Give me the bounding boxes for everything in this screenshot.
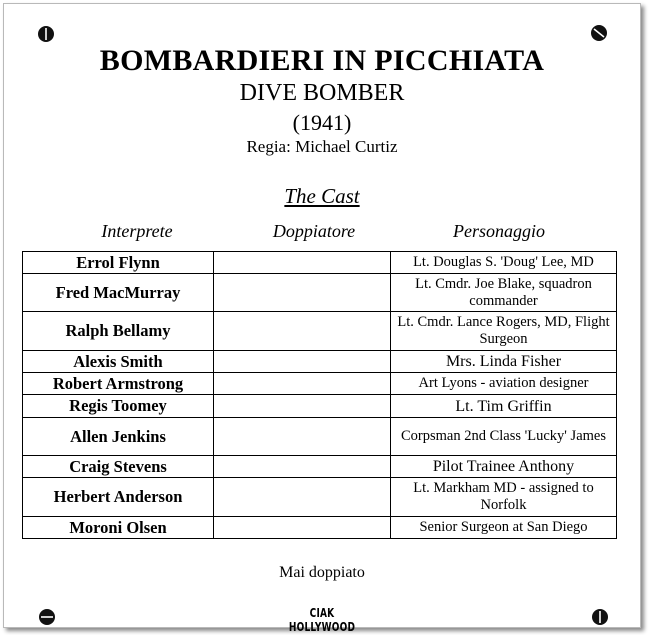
table-row: [23, 351, 617, 373]
actor-cell: Fred MacMurray: [23, 274, 214, 312]
character-cell: Lt. Douglas S. 'Doug' Lee, MD: [391, 252, 617, 274]
plaque: [3, 3, 641, 635]
brand-logo: CIAK HOLLYWOOD: [288, 607, 356, 635]
table-row: [23, 395, 617, 418]
actor-cell: Ralph Bellamy: [23, 312, 214, 351]
character-cell: Lt. Tim Griffin: [391, 395, 617, 418]
cast-table: [22, 251, 617, 539]
actor-cell: Moroni Olsen: [23, 517, 214, 539]
dubber-cell: [214, 456, 391, 478]
column-header-interprete: Interprete: [101, 221, 173, 241]
dubber-cell: [214, 351, 391, 373]
director-credit: Regia: Michael Curtiz: [246, 137, 398, 156]
character-cell: Senior Surgeon at San Diego: [391, 517, 617, 539]
column-header-doppiatore: Doppiatore: [272, 221, 356, 241]
dubber-cell: [214, 274, 391, 312]
screw-icon: [37, 25, 55, 43]
character-cell: Lt. Cmdr. Joe Blake, squadron commander: [391, 274, 617, 312]
dubber-cell: [214, 312, 391, 351]
dubber-cell: [214, 395, 391, 418]
dubber-cell: [214, 373, 391, 395]
dubber-cell: [214, 252, 391, 274]
table-row: [23, 252, 617, 274]
table-row: [23, 312, 617, 351]
column-header-personaggio: Personaggio: [453, 221, 545, 241]
actor-cell: Craig Stevens: [23, 456, 214, 478]
table-row: [23, 517, 617, 539]
dubber-cell: [214, 517, 391, 539]
character-cell: Corpsman 2nd Class 'Lucky' James: [391, 418, 617, 456]
page-title: BOMBARDIERI IN PICCHIATA: [99, 44, 545, 77]
actor-cell: Herbert Anderson: [23, 478, 214, 517]
character-cell: Pilot Trainee Anthony: [391, 456, 617, 478]
table-row: [23, 478, 617, 517]
table-row: [23, 274, 617, 312]
screw-icon: [38, 608, 56, 626]
screw-icon: [590, 24, 608, 42]
actor-cell: Errol Flynn: [23, 252, 214, 274]
dubber-cell: [214, 478, 391, 517]
character-cell: Lt. Markham MD - assigned to Norfolk: [391, 478, 617, 517]
actor-cell: Allen Jenkins: [23, 418, 214, 456]
character-cell: Mrs. Linda Fisher: [391, 351, 617, 373]
character-cell: Lt. Cmdr. Lance Rogers, MD, Flight Surgeon: [391, 312, 617, 351]
cast-heading: The Cast: [284, 184, 360, 208]
table-row: [23, 456, 617, 478]
actor-cell: Regis Toomey: [23, 395, 214, 418]
character-cell: Art Lyons - aviation designer: [391, 373, 617, 395]
table-row: [23, 373, 617, 395]
actor-cell: Alexis Smith: [23, 351, 214, 373]
release-year: (1941): [292, 110, 352, 135]
table-row: [23, 418, 617, 456]
original-title: DIVE BOMBER: [239, 80, 405, 106]
actor-cell: Robert Armstrong: [23, 373, 214, 395]
screw-icon: [591, 608, 609, 626]
dubbing-note: Mai doppiato: [279, 564, 365, 581]
dubber-cell: [214, 418, 391, 456]
